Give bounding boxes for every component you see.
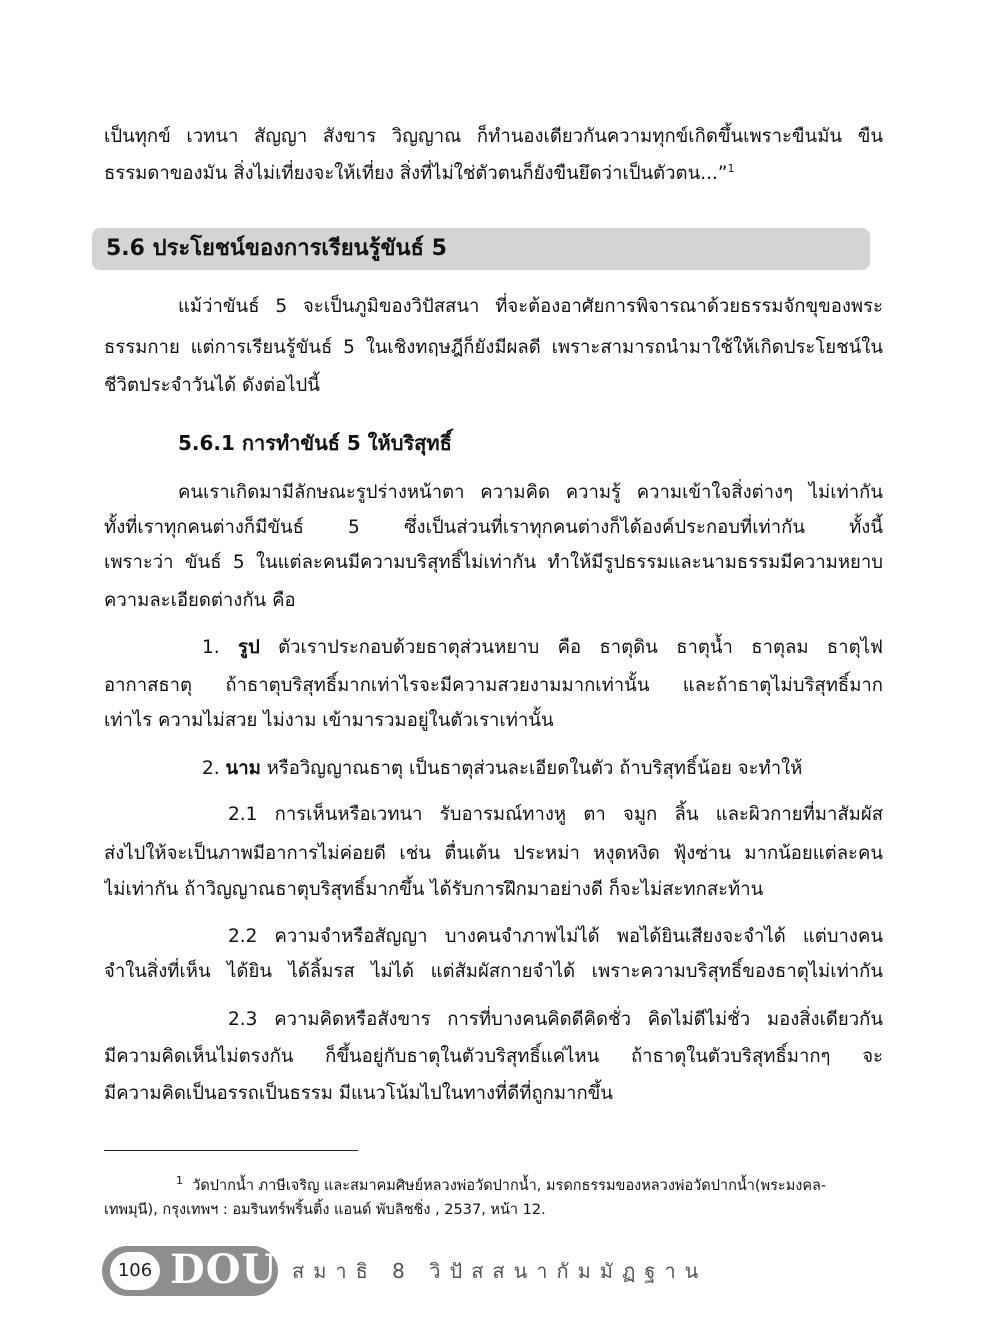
section-para-line-2: ธรรมกาย แต่การเรียนรู้ขันธ์ 5 ในเชิงทฤษฎีก็ยังมีผลดี เพราะสามารถนำมาใช้ให้เกิดประโยชน์ใน <box>104 337 883 358</box>
subsection-title: 5.6.1 การทำขันธ์ 5 ให้บริสุทธิ์ <box>178 431 452 455</box>
footnote-reference[interactable]: 1 <box>727 161 735 175</box>
item1-term: รูป <box>238 637 260 658</box>
subsection-para-line-2: ทั้งที่เราทุกคนต่างก็มีขันธ์ 5 ซึ่งเป็นส่วนที่เราทุกคนต่างก็ได้องค์ประกอบที่เท่ากัน ทั้งนี้ <box>104 517 883 538</box>
item21-line-2: ส่งไปให้จะเป็นภาพมีอาการไม่ค่อยดี เช่น ตื่นเต้น ประหม่า หงุดหงิด ฟุ้งซ่าน มากน้อยแต่ละคน <box>104 843 883 864</box>
item1-line-3: เท่าไร ความไม่สวย ไม่งาม เข้ามารวมอยู่ในตัวเราเท่านั้น <box>104 710 554 731</box>
section-title: 5.6 ประโยชน์ของการเรียนรู้ขันธ์ 5 <box>106 236 447 261</box>
item23-line-2: มีความคิดเห็นไม่ตรงกัน ก็ขึ้นอยู่กับธาตุในตัวบริสุทธิ์แค่ไหน ถ้าธาตุในตัวบริสุทธิ์มากๆ จะ <box>104 1046 883 1067</box>
item21-line-1: 2.1 การเห็นหรือเวทนา รับอารมณ์ทางหู ตา จมูก ลิ้น และผิวกายที่มาสัมผัส <box>228 804 883 825</box>
subsection-para-line-3: เพราะว่า ขันธ์ 5 ในแต่ละคนมีความบริสุทธิ์ไม่เท่ากัน ทำให้มีรูปธรรมและนามธรรมมีความหยาบ <box>104 552 883 573</box>
dou-logo: DOU <box>170 1246 278 1293</box>
intro-line-1: เป็นทุกข์ เวทนา สัญญา สังขาร วิญญาณ ก็ทำนองเดียวกันความทุกข์เกิดขึ้นเพราะขืนมัน ขืน <box>104 126 883 147</box>
subsection-para-line-4: ความละเอียดต่างกัน คือ <box>104 590 296 611</box>
footnote-divider <box>104 1150 358 1151</box>
subsection-para-line-1: คนเราเกิดมามีลักษณะรูปร่างหน้าตา ความคิด ความรู้ ความเข้าใจสิ่งต่างๆ ไม่เท่ากัน <box>178 482 883 503</box>
book-title: สมาธิ 8 วิปัสสนากัมมัฏฐาน <box>292 1259 708 1283</box>
item1-line-1: 1. รูป ตัวเราประกอบด้วยธาตุส่วนหยาบ คือ ธาตุดิน ธาตุน้ำ ธาตุลม ธาตุไฟ <box>202 637 883 658</box>
section-para-line-3: ชีวิตประจำวันได้ ดังต่อไปนี้ <box>104 375 320 396</box>
item22-line-2: จำในสิ่งที่เห็น ได้ยิน ได้ลิ้มรส ไม่ได้ แต่สัมผัสกายจำได้ เพราะความบริสุทธิ์ของธาตุไม่เท่ากัน <box>104 961 883 982</box>
page-number: 106 <box>110 1252 160 1290</box>
footnote-line-2: เทพมุนี), กรุงเทพฯ : อมรินทร์พริ้นติ้ง แอนด์ พับลิชชิ่ง , 2537, หน้า 12. <box>104 1202 546 1218</box>
item22-line-1: 2.2 ความจำหรือสัญญา บางคนจำภาพไม่ได้ พอได้ยินเสียงจะจำได้ แต่บางคน <box>228 926 883 947</box>
item23-line-1: 2.3 ความคิดหรือสังขาร การที่บางคนคิดดีคิดชั่ว คิดไม่ดีไม่ชั่ว มองสิ่งเดียวกัน <box>228 1009 883 1030</box>
intro-line-2: ธรรมดาของมัน สิ่งไม่เที่ยงจะให้เที่ยง สิ่งที่ไม่ใช่ตัวตนก็ยังขืนยึดว่าเป็นตัวตน...”$^1$ <box>104 161 735 184</box>
item23-line-3: มีความคิดเป็นอรรถเป็นธรรม มีแนวโน้มไปในทางที่ดีที่ถูกมากขึ้น <box>104 1083 613 1104</box>
item21-line-3: ไม่เท่ากัน ถ้าวิญญาณธาตุบริสุทธิ์มากขึ้น ได้รับการฝึกมาอย่างดี ก็จะไม่สะทกสะท้าน <box>104 879 764 900</box>
footnote-line-1: $^1$ วัดปากน้ำ ภาษีเจริญ และสมาคมศิษย์หลวงพ่อวัดปากน้ำ, มรดกธรรมของหลวงพ่อวัดปากน้ำ(พระมงคล- <box>176 1174 827 1194</box>
item1-line-2: อากาสธาตุ ถ้าธาตุบริสุทธิ์มากเท่าไรจะมีความสวยงามมากเท่านั้น และถ้าธาตุไม่บริสุทธิ์มาก <box>104 675 883 696</box>
item2-term: นาม <box>225 758 261 779</box>
item2-line-1: 2. นาม หรือวิญญาณธาตุ เป็นธาตุส่วนละเอียดในตัว ถ้าบริสุทธิ์น้อย จะทำให้ <box>202 758 803 779</box>
section-para-line-1: แม้ว่าขันธ์ 5 จะเป็นภูมิของวิปัสสนา ที่จะต้องอาศัยการพิจารณาด้วยธรรมจักขุของพระ <box>178 296 883 317</box>
